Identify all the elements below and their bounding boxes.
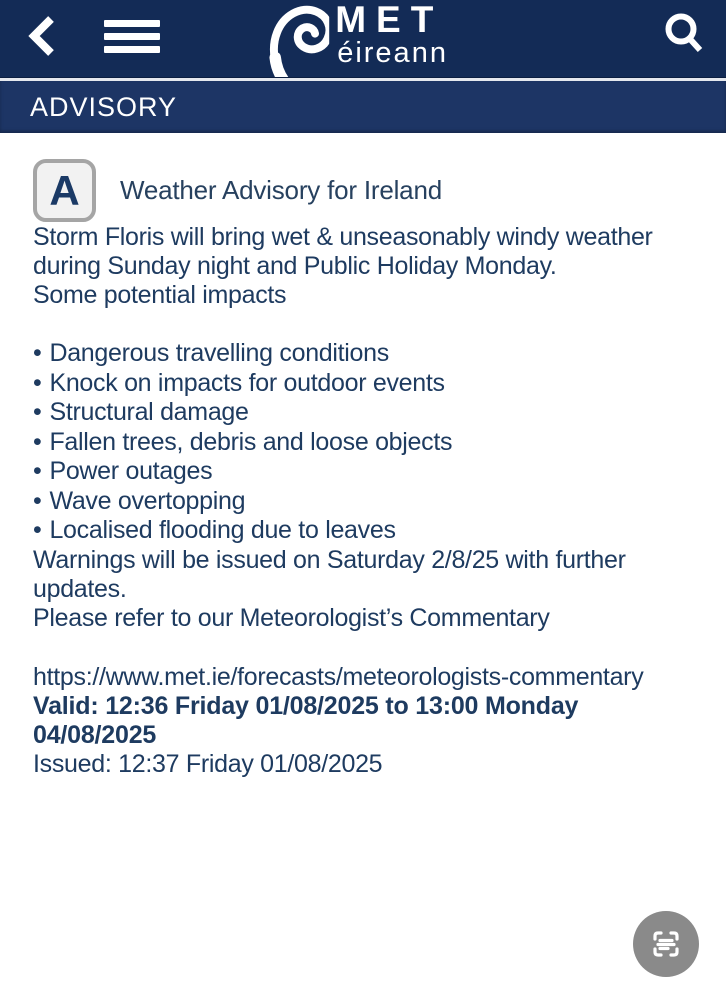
list-item-label: Localised flooding due to leaves <box>49 516 396 544</box>
menu-button[interactable] <box>104 12 160 60</box>
commentary-note: Please refer to our Meteorologist’s Commentary <box>33 603 550 632</box>
met-eireann-logo[interactable] <box>267 0 448 77</box>
search-icon <box>662 11 706 57</box>
list-item-label: Knock on impacts for outdoor events <box>49 368 445 397</box>
warnings-note: Warnings will be issued on Saturday 2/8/25 with further updates. <box>33 545 626 603</box>
logo-subtitle: éireann <box>337 37 448 69</box>
bullet-marker: • <box>33 516 42 544</box>
list-item <box>33 428 698 458</box>
swirl-icon <box>267 0 329 77</box>
advisory-type-badge <box>33 159 96 222</box>
bullet-marker: • <box>33 368 42 397</box>
list-item-label: Dangerous travelling conditions <box>49 339 389 367</box>
commentary-url-link[interactable]: https://www.met.ie/forecasts/meteorologists-commentary <box>33 662 644 691</box>
bullet-marker: • <box>33 398 42 426</box>
list-item <box>33 398 698 428</box>
issued-time-text: Issued: 12:37 Friday 01/08/2025 <box>33 749 383 778</box>
advisory-content <box>0 158 726 779</box>
list-item <box>33 369 698 399</box>
advisory-title: Weather Advisory for Ireland <box>120 175 442 205</box>
scan-text-icon <box>646 924 686 964</box>
storm-summary-text: Storm Floris will bring wet & unseasonably windy weather during Sunday night and Public Holiday Monday. <box>33 223 653 280</box>
list-item <box>33 516 698 546</box>
impacts-list <box>33 339 698 546</box>
logo-title: MET <box>335 0 444 40</box>
list-item <box>33 457 698 487</box>
advisory-header-row <box>33 158 698 223</box>
list-item-label: Fallen trees, debris and loose objects <box>49 427 453 456</box>
back-chevron-icon <box>25 14 59 58</box>
bullet-marker: • <box>33 427 42 456</box>
scan-text-button[interactable] <box>633 911 699 977</box>
bullet-marker: • <box>33 339 42 367</box>
top-header-bar <box>0 0 726 77</box>
list-item <box>33 487 698 517</box>
logo-wordmark <box>335 2 448 68</box>
valid-period-text: Valid: 12:36 Friday 01/08/2025 to 13:00 Monday 04/08/2025 <box>33 691 579 749</box>
list-item <box>33 339 698 369</box>
bullet-marker: • <box>33 457 42 485</box>
list-item-label: Wave overtopping <box>49 486 246 515</box>
advisory-badge-letter: A <box>49 167 80 214</box>
search-button[interactable] <box>656 4 712 64</box>
list-item-label: Structural damage <box>49 398 249 426</box>
back-button[interactable] <box>18 8 66 64</box>
bullet-marker: • <box>33 486 42 515</box>
list-item-label: Power outages <box>49 457 213 485</box>
hamburger-icon <box>104 20 160 27</box>
advisory-bar-label: ADVISORY <box>30 91 178 122</box>
advisory-title-bar <box>0 81 726 133</box>
impacts-heading: Some potential impacts <box>33 281 287 309</box>
